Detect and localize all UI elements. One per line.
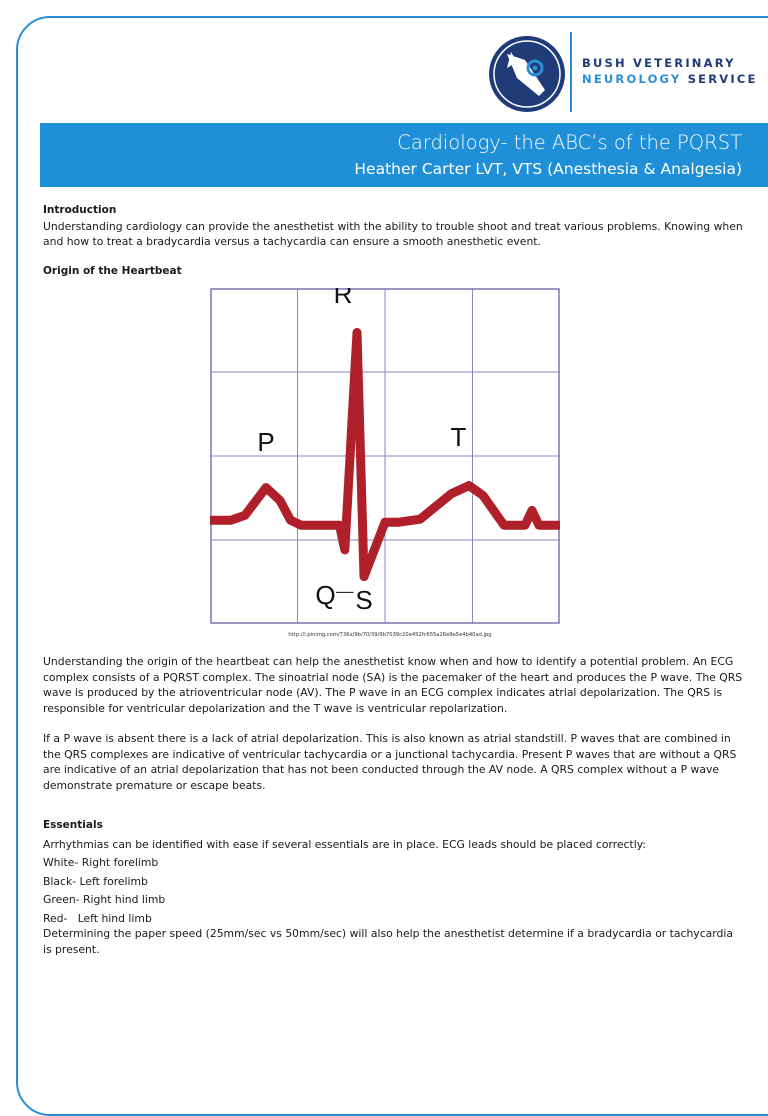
wave-label-q: Q: [315, 580, 336, 611]
lead-white: White- Right forelimb: [43, 856, 159, 869]
essentials-heading: Essentials: [43, 819, 103, 831]
document-author: Heather Carter LVT, VTS (Anesthesia & Analgesia): [354, 160, 742, 178]
introduction-section: [43, 203, 743, 250]
essentials-section: [43, 818, 743, 957]
brand-line2-neurology: NEUROLOGY: [582, 72, 682, 86]
ecg-chart-svg: [210, 288, 560, 624]
origin-heading: Origin of the Heartbeat: [43, 265, 182, 277]
wave-label-r: R: [333, 288, 353, 309]
origin-heading-wrap: [43, 264, 743, 280]
introduction-heading: Introduction: [43, 204, 117, 216]
introduction-text: Understanding cardiology can provide the anesthetist with the ability to trouble shoot and treat various problems. Knowing when and how to treat a bradycardia versus a tachycardia can ensure a smooth anesthetic event.: [43, 219, 743, 248]
ecg-chart: [210, 288, 560, 624]
lead-red: Red- Left hind limb: [43, 911, 152, 925]
origin-paragraph-2: If a P wave is absent there is a lack of atrial depolarization. This is also known as atrial standstill. P waves that are combined in the QRS complexes are indicative of ventricular tachycardia or a junctional tachycardia. Present P waves that are without a QRS are indicative of an atrial depolarization that has not been conducted through the AV node. A QRS complex without a P wave demonstrate premature or escape beats.: [43, 732, 737, 792]
lead-black: Black- Left forelimb: [43, 874, 148, 888]
title-banner: [40, 123, 768, 187]
wave-label-s: S: [355, 585, 373, 616]
document-title: Cardiology- the ABC’s of the PQRST: [397, 131, 742, 154]
brand-line1: BUSH VETERINARY: [582, 56, 736, 70]
origin-section: [43, 654, 743, 793]
essentials-intro: Arrhythmias can be identified with ease if several essentials are in place. ECG leads should be placed correctly:: [43, 837, 646, 851]
paper-speed-text: Determining the paper speed (25mm/sec vs 50mm/sec) will also help the anesthetist determine if a bradycardia or tachycardia is present.: [43, 927, 733, 956]
wave-label-p: P: [257, 427, 275, 458]
image-source-caption: http://i.pinimg.com/736x/9b/70/39/9b7039c20a452fc655a26e9e5e4b40ad.jpg: [288, 632, 492, 638]
lead-green: Green- Right hind limb: [43, 893, 166, 906]
logo-divider: [570, 32, 572, 112]
wave-label-t: T: [450, 422, 467, 453]
brand-name: [582, 55, 758, 87]
brand-line2-service: SERVICE: [687, 72, 758, 86]
dog-head-neurology-icon: [487, 34, 567, 114]
origin-paragraph-1: Understanding the origin of the heartbeat can help the anesthetist know when and how to identify a potential problem. An ECG complex consists of a PQRST complex. The sinoatrial node (SA) is the pacemaker of the heart and produces the P wave. The QRS wave is produced by the atrioventricular node (AV). The P wave in an ECG complex indicates atrial depolarization. The QRS is responsible for ventricular depolarization and the T wave is ventricular repolarization.: [43, 655, 743, 715]
